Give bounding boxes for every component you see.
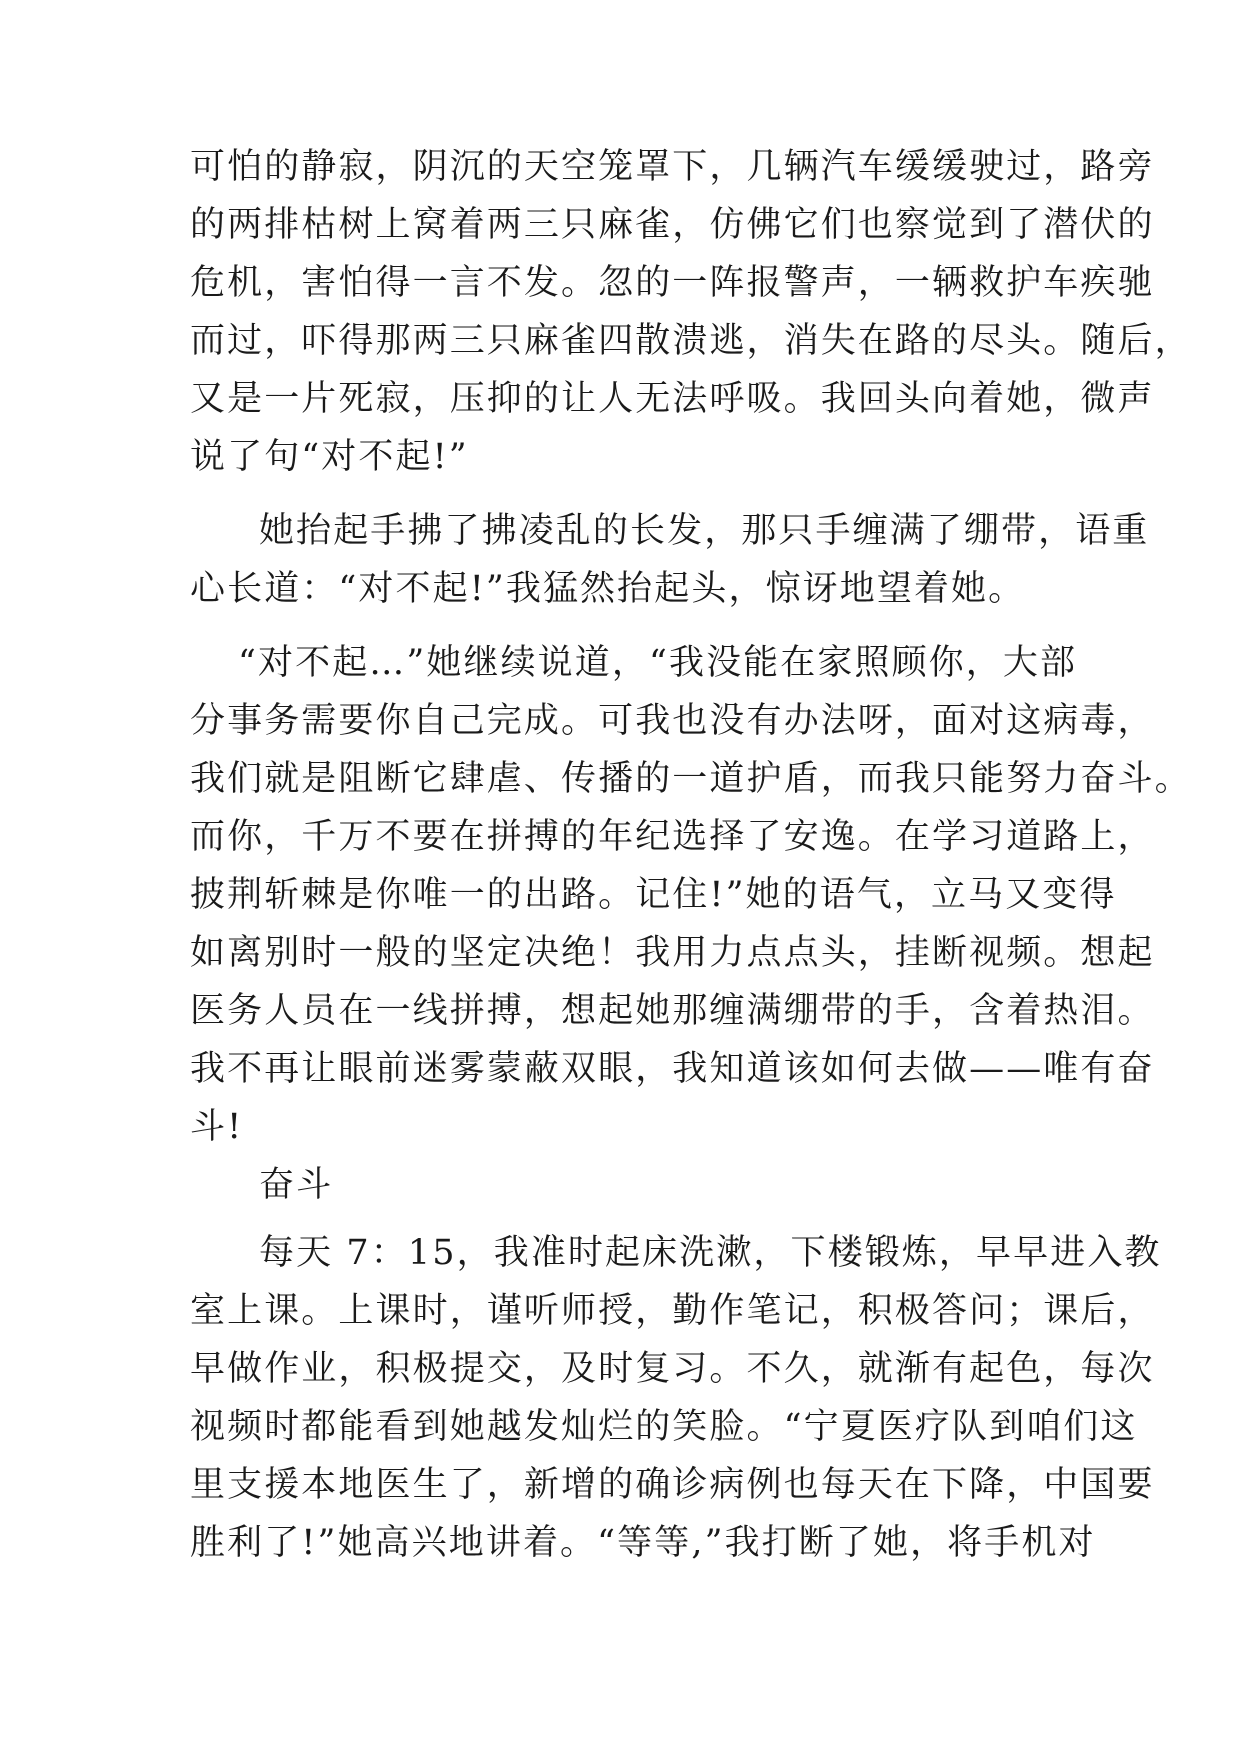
paragraph-line: 说了句“对不起!” [190, 437, 469, 477]
paragraph-line: 里支援本地医生了，新增的确诊病例也每天在下降，中国要 [190, 1465, 1155, 1505]
paragraph-line: 披荆斩棘是你唯一的出路。记住!”她的语气，立马又变得 [190, 875, 1117, 915]
paragraph-line: 视频时都能看到她越发灿烂的笑脸。“宁夏医疗队到咱们这 [190, 1407, 1138, 1447]
paragraph-line: 医务人员在一线拼搏，想起她那缠满绷带的手，含着热泪。 [190, 991, 1155, 1031]
paragraph-line: 如离别时一般的坚定决绝！我用力点点头，挂断视频。想起 [190, 933, 1155, 973]
paragraph-line: 胜利了!”她高兴地讲着。“等等,”我打断了她，将手机对 [190, 1523, 1096, 1563]
paragraph-line: 而你，千万不要在拼搏的年纪选择了安逸。在学习道路上， [190, 817, 1155, 857]
paragraph-line: 早做作业，积极提交，及时复习。不久，就渐有起色，每次 [190, 1349, 1155, 1389]
paragraph-line: 危机，害怕得一言不发。忽的一阵报警声，一辆救护车疾驰 [190, 263, 1155, 303]
paragraph-line: 她抬起手拂了拂凌乱的长发，那只手缠满了绷带，语重 [259, 511, 1150, 551]
paragraph-line: 又是一片死寂，压抑的让人无法呼吸。我回头向着她，微声 [190, 379, 1155, 419]
paragraph-line: 心长道：“对不起!”我猛然抬起头，惊讶地望着她。 [190, 569, 1026, 609]
paragraph-line: 每天 7：15，我准时起床洗漱，下楼锻炼，早早进入教 [259, 1233, 1162, 1273]
paragraph-line: 的两排枯树上窝着两三只麻雀，仿佛它们也察觉到了潜伏的 [190, 205, 1155, 245]
paragraph-line: 分事务需要你自己完成。可我也没有办法呀，面对这病毒， [190, 701, 1155, 741]
section-heading: 奋斗 [259, 1165, 334, 1205]
paragraph-line: 可怕的静寂，阴沉的天空笼罩下，几辆汽车缓缓驶过，路旁 [190, 147, 1155, 187]
paragraph-line: 我们就是阻断它肆虐、传播的一道护盾，而我只能努力奋斗。 [190, 759, 1192, 799]
paragraph-line: 我不再让眼前迷雾蒙蔽双眼，我知道该如何去做——唯有奋 [190, 1049, 1155, 1089]
paragraph-line: 而过，吓得那两三只麻雀四散溃逃，消失在路的尽头。随后， [190, 321, 1192, 361]
paragraph-line: 斗! [190, 1107, 244, 1147]
paragraph-line: 室上课。上课时，谨听师授，勤作笔记，积极答问；课后， [190, 1291, 1155, 1331]
paragraph-line: “对不起…”她继续说道，“我没能在家照顾你，大部 [238, 643, 1078, 683]
